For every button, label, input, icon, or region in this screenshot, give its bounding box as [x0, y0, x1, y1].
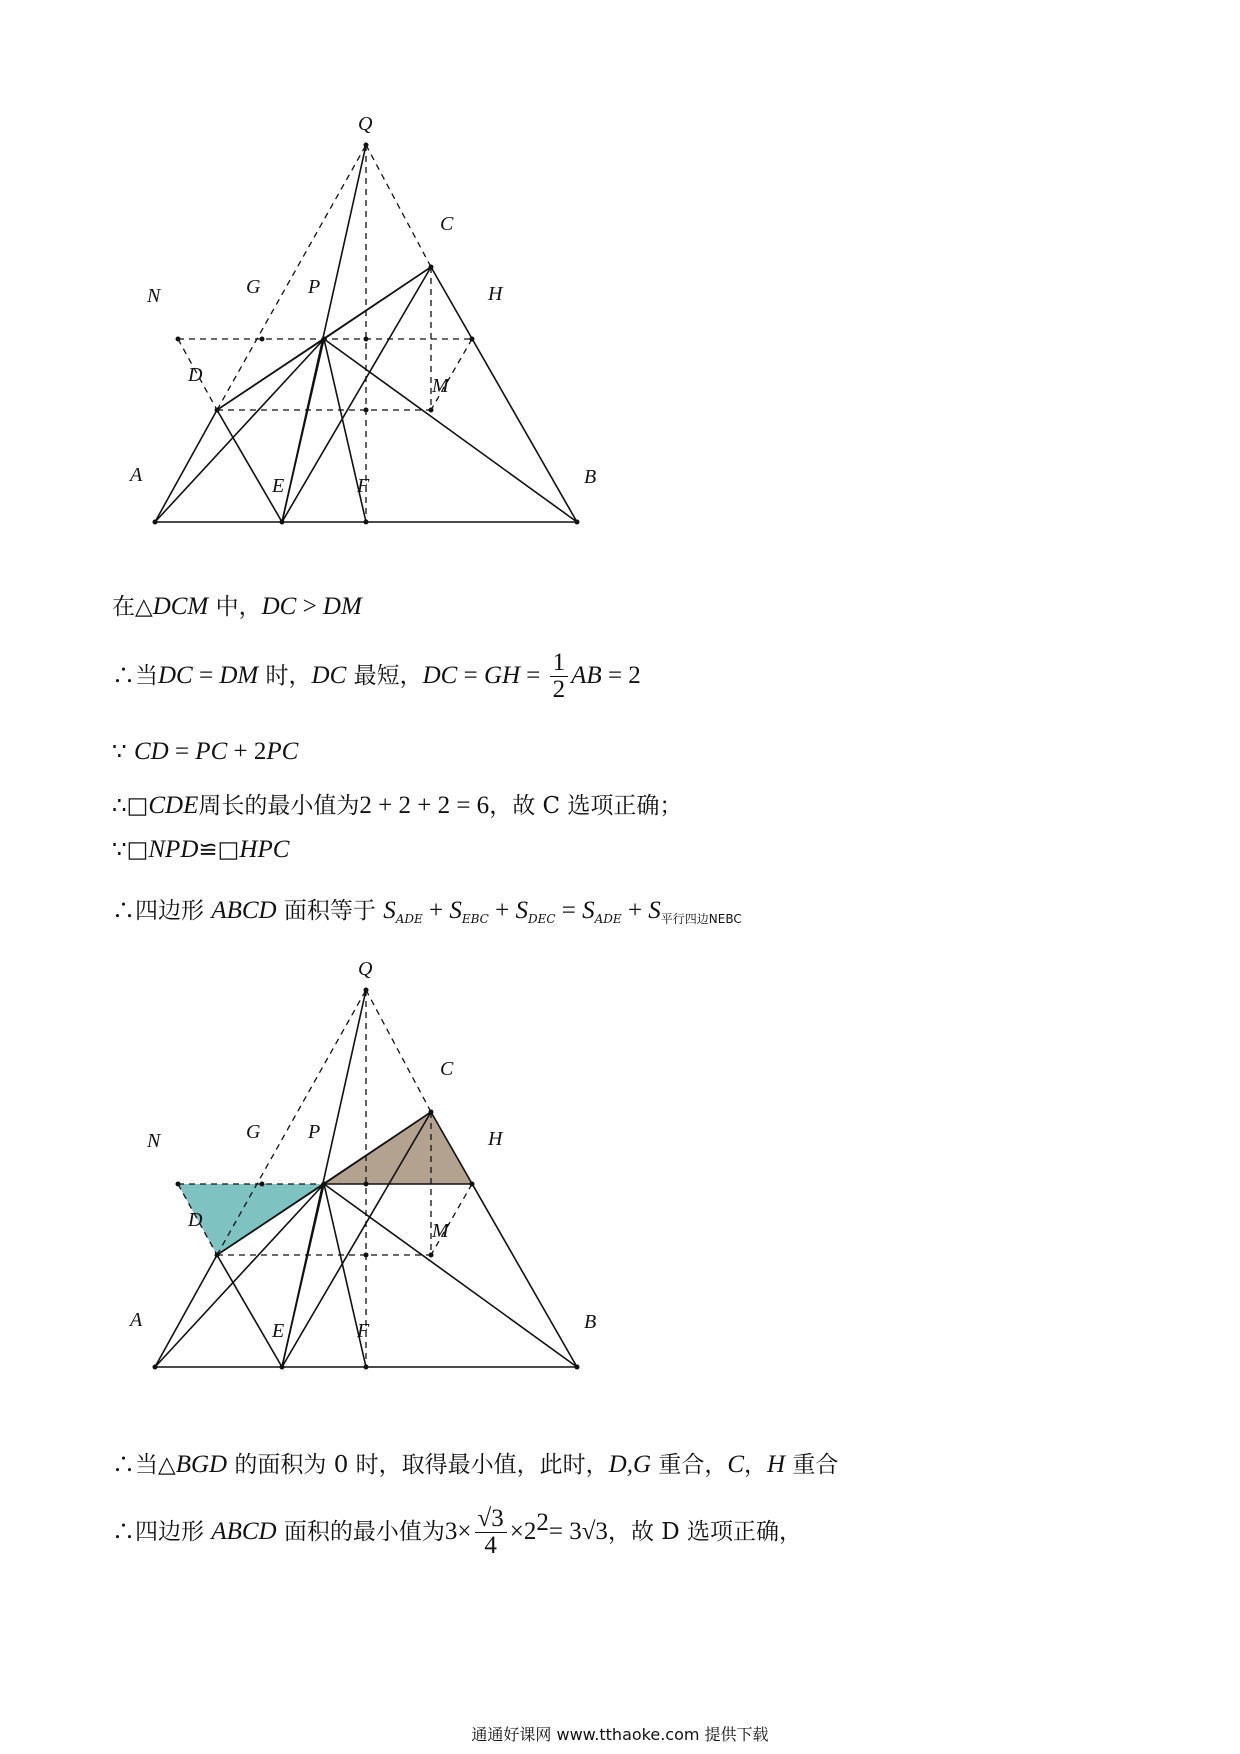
label-P-2: P: [308, 1121, 321, 1143]
segment-CB: [431, 267, 577, 522]
shaded-triangle-PCH: [324, 1112, 472, 1184]
figure-2-svg: [0, 945, 1240, 1465]
label-P: P: [308, 276, 321, 298]
geometry-figure-1: [0, 100, 1240, 620]
line-1: 在△DCM 中，DC > DM: [112, 593, 362, 620]
label-Q-2: Q: [358, 958, 373, 980]
label-M-2: M: [432, 1220, 449, 1242]
line-8: ∴四边形 ABCD 面积的最小值为3× $\frac{√3}{4}$ $\times 2^2= 3√3$，故 D 选项正确，: [112, 1505, 802, 1560]
label-A-2: A: [130, 1309, 143, 1331]
label-E: E: [272, 475, 285, 497]
label-Q: Q: [358, 113, 373, 135]
dashed-QC: [366, 145, 431, 267]
fraction-sqrt3-over-4: $\frac{√3}{4}$: [475, 1506, 507, 1560]
label-G-2: G: [246, 1121, 261, 1143]
segment-DE: [217, 410, 285, 522]
label-C: C: [440, 213, 454, 235]
label-H: H: [488, 283, 503, 305]
dashed-DQ: [217, 145, 366, 410]
label-F: F: [357, 475, 370, 497]
label-M: M: [432, 375, 449, 397]
line-7: ∴当△BGD 的面积为 0 时，取得最小值，此时，D,G 重合，C，H 重合: [112, 1451, 839, 1478]
line-6: ∴四边形 ABCD 面积等于 $S_{ADE} + S_{EBC} + S_{DEC} = S_{ADE} + S_{平行四边NEBC}$: [112, 897, 742, 926]
label-E-2: E: [272, 1320, 285, 1342]
geometry-figure-2: [0, 945, 1240, 1465]
label-F-2: F: [357, 1320, 370, 1342]
line-5: ∵□NPD≌□HPC: [112, 836, 290, 863]
line-3: ∵ CD = PC + 2PC: [112, 738, 299, 765]
segment-PC: [324, 267, 431, 339]
fraction-one-half: $\frac{1}{2}$: [550, 650, 569, 704]
line-4: ∴□CDE周长的最小值为2 + 2 + 2 = 6，故 C 选项正确；: [112, 792, 683, 819]
label-N: N: [147, 285, 161, 307]
label-G: G: [246, 276, 261, 298]
label-B: B: [584, 466, 597, 488]
figure-1-svg: [0, 100, 1240, 620]
label-D: D: [188, 364, 203, 386]
label-C-2: C: [440, 1058, 454, 1080]
line-2: ∴当DC = DM 时，DC 最短，DC = GH = $\frac{1}{2}$ AB = 2: [112, 649, 641, 704]
label-N-2: N: [147, 1130, 161, 1152]
label-D-2: D: [188, 1209, 203, 1231]
label-A: A: [130, 464, 143, 486]
label-H-2: H: [488, 1128, 503, 1150]
label-B-2: B: [584, 1311, 597, 1333]
page-footer: 通通好课网 www.tthaoke.com 提供下载: [471, 1725, 769, 1744]
